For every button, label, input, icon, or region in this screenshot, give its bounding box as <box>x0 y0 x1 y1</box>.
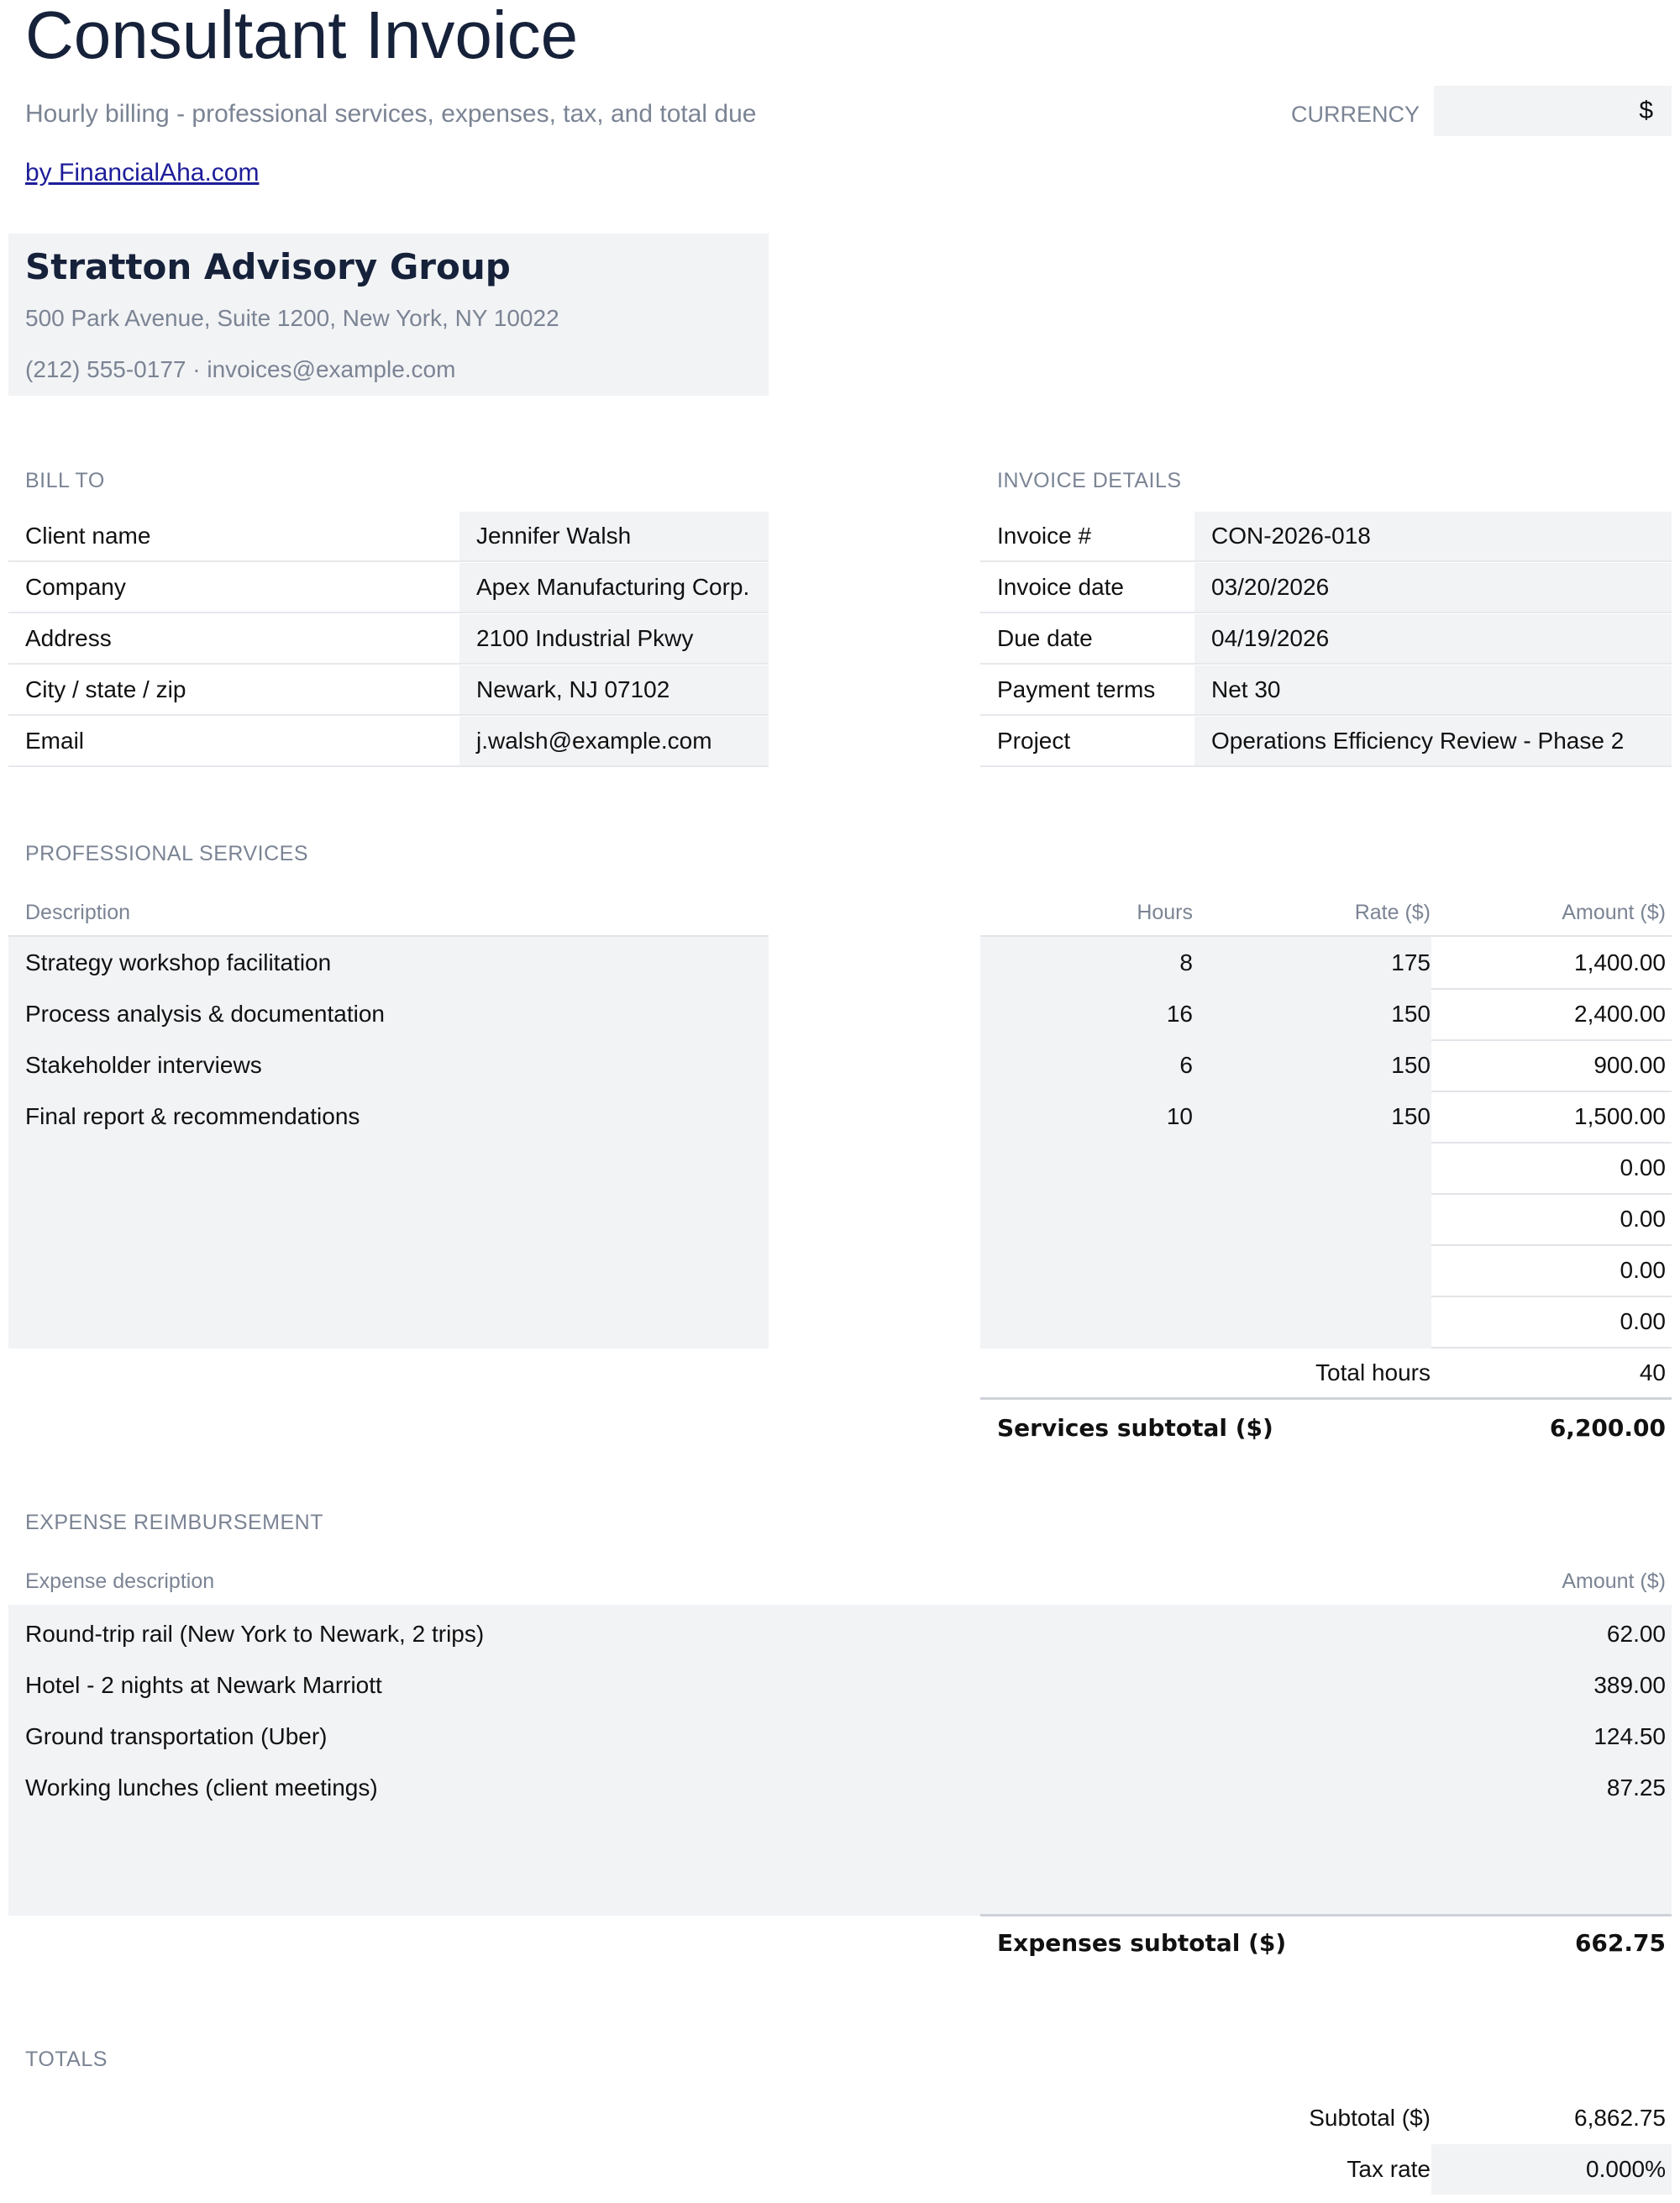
expense-description[interactable]: Working lunches (client meetings) <box>25 1774 378 1801</box>
invoice-detail-label: Project <box>997 728 1071 754</box>
service-amount: 0.00 <box>1620 1154 1666 1180</box>
amount-rule <box>1431 1091 1672 1092</box>
company-name: Stratton Advisory Group <box>25 246 511 287</box>
expenses-col-amount: Amount ($) <box>1562 1569 1666 1593</box>
service-amount: 0.00 <box>1620 1308 1666 1334</box>
services-col-rate: Rate ($) <box>1354 901 1431 924</box>
total-hours-label: Total hours <box>1315 1359 1431 1385</box>
service-hours[interactable]: 16 <box>1166 1001 1193 1027</box>
bill-to-label: Company <box>25 574 126 600</box>
invoice-detail-label: Invoice # <box>997 523 1092 549</box>
expenses-subtotal-rule <box>980 1914 1672 1916</box>
amount-rule <box>1431 1244 1672 1246</box>
bill-to-row <box>8 512 769 562</box>
address-field[interactable]: 2100 Industrial Pkwy <box>459 614 769 663</box>
bill-to-row <box>8 665 769 716</box>
invoice-detail-row <box>980 563 1672 613</box>
email-field[interactable]: j.walsh@example.com <box>459 717 769 765</box>
service-amount: 0.00 <box>1620 1206 1666 1232</box>
services-heading: PROFESSIONAL SERVICES <box>25 842 308 865</box>
services-subtotal-label: Services subtotal ($) <box>997 1414 1273 1442</box>
bill-to-row <box>8 614 769 665</box>
service-rate[interactable]: 150 <box>1391 1052 1431 1078</box>
bill-to-label: City / state / zip <box>25 676 186 702</box>
company-field[interactable]: Apex Manufacturing Corp. <box>459 563 769 612</box>
invoice-detail-label: Payment terms <box>997 676 1156 702</box>
expense-description[interactable]: Ground transportation (Uber) <box>25 1723 328 1749</box>
service-hours[interactable]: 10 <box>1166 1103 1193 1129</box>
services-col-description: Description <box>25 901 131 924</box>
service-amount: 1,400.00 <box>1574 949 1666 975</box>
page-title: Consultant Invoice <box>25 0 579 72</box>
tax-rate-label: Tax rate <box>1347 2156 1431 2182</box>
expenses-subtotal-label: Expenses subtotal ($) <box>997 1929 1287 1957</box>
invoice-details-heading: INVOICE DETAILS <box>997 469 1182 492</box>
totals-subtotal-value: 6,862.75 <box>1574 2105 1666 2131</box>
service-description[interactable]: Process analysis & documentation <box>25 1001 385 1027</box>
project-field[interactable]: Operations Efficiency Review - Phase 2 <box>1194 717 1672 765</box>
amount-rule <box>1431 1347 1672 1349</box>
total-hours-value: 40 <box>1639 1359 1666 1385</box>
expenses-col-description: Expense description <box>25 1569 215 1593</box>
amount-rule <box>1431 1039 1672 1041</box>
services-subtotal-value: 6,200.00 <box>1549 1414 1666 1442</box>
invoice-detail-label: Due date <box>997 625 1093 651</box>
bill-to-label: Address <box>25 625 112 651</box>
page-subtitle: Hourly billing - professional services, expenses, tax, and total due <box>25 100 757 128</box>
payment-terms-field[interactable]: Net 30 <box>1194 665 1672 714</box>
bill-to-label: Client name <box>25 523 151 549</box>
expense-amount[interactable]: 389.00 <box>1593 1672 1666 1698</box>
bill-to-table <box>8 512 769 768</box>
bill-to-row <box>8 563 769 613</box>
service-amount: 2,400.00 <box>1574 1001 1666 1027</box>
amount-rule <box>1431 1142 1672 1144</box>
currency-field[interactable] <box>1434 86 1672 136</box>
invoice-detail-row <box>980 614 1672 665</box>
service-amount: 0.00 <box>1620 1257 1666 1283</box>
expense-description[interactable]: Hotel - 2 nights at Newark Marriott <box>25 1672 382 1698</box>
client-name-field[interactable]: Jennifer Walsh <box>459 512 769 560</box>
expenses-subtotal-value: 662.75 <box>1574 1929 1666 1957</box>
company-address: 500 Park Avenue, Suite 1200, New York, NY 10022 <box>25 305 559 331</box>
bill-to-heading: BILL TO <box>25 469 105 492</box>
service-rate[interactable]: 150 <box>1391 1001 1431 1027</box>
service-amount: 1,500.00 <box>1574 1103 1666 1129</box>
service-rate[interactable]: 150 <box>1391 1103 1431 1129</box>
tax-rate-value[interactable]: 0.000% <box>1586 2156 1666 2182</box>
service-rate[interactable]: 175 <box>1391 949 1431 975</box>
expense-amount[interactable]: 87.25 <box>1606 1774 1666 1801</box>
service-hours[interactable]: 8 <box>1179 949 1193 975</box>
currency-value: $ <box>1639 97 1653 124</box>
service-description[interactable]: Stakeholder interviews <box>25 1052 262 1078</box>
amount-rule <box>1431 988 1672 990</box>
invoice-number-field[interactable]: CON-2026-018 <box>1194 512 1672 560</box>
invoice-details-table <box>980 512 1672 768</box>
totals-subtotal-label: Subtotal ($) <box>1309 2105 1431 2131</box>
amount-rule <box>1431 1296 1672 1297</box>
services-subtotal-rule <box>980 1397 1672 1400</box>
services-col-amount: Amount ($) <box>1562 901 1666 924</box>
company-info-block <box>8 234 769 396</box>
invoice-detail-row <box>980 512 1672 562</box>
expenses-heading: EXPENSE REIMBURSEMENT <box>25 1511 324 1534</box>
totals-heading: TOTALS <box>25 2048 108 2071</box>
service-hours[interactable]: 6 <box>1179 1052 1193 1078</box>
service-description[interactable]: Strategy workshop facilitation <box>25 949 332 975</box>
services-col-hours: Hours <box>1137 901 1193 924</box>
invoice-date-field[interactable]: 03/20/2026 <box>1194 563 1672 612</box>
invoice-detail-row <box>980 665 1672 716</box>
financialaha-link[interactable]: by FinancialAha.com <box>25 159 260 187</box>
company-contact: (212) 555-0177 · invoices@example.com <box>25 356 456 382</box>
currency-label: CURRENCY <box>1290 102 1420 127</box>
expense-description[interactable]: Round-trip rail (New York to Newark, 2 trips) <box>25 1621 485 1647</box>
expense-amount[interactable]: 124.50 <box>1593 1723 1666 1749</box>
expense-amount[interactable]: 62.00 <box>1606 1621 1666 1647</box>
invoice-detail-row <box>980 717 1672 767</box>
city-state-zip-field[interactable]: Newark, NJ 07102 <box>459 665 769 714</box>
expenses-area <box>8 1605 1672 1916</box>
due-date-field[interactable]: 04/19/2026 <box>1194 614 1672 663</box>
invoice-detail-label: Invoice date <box>997 574 1124 600</box>
amount-rule <box>1431 1193 1672 1195</box>
service-description[interactable]: Final report & recommendations <box>25 1103 360 1129</box>
bill-to-label: Email <box>25 728 85 754</box>
service-amount: 900.00 <box>1593 1052 1666 1078</box>
bill-to-row <box>8 717 769 767</box>
